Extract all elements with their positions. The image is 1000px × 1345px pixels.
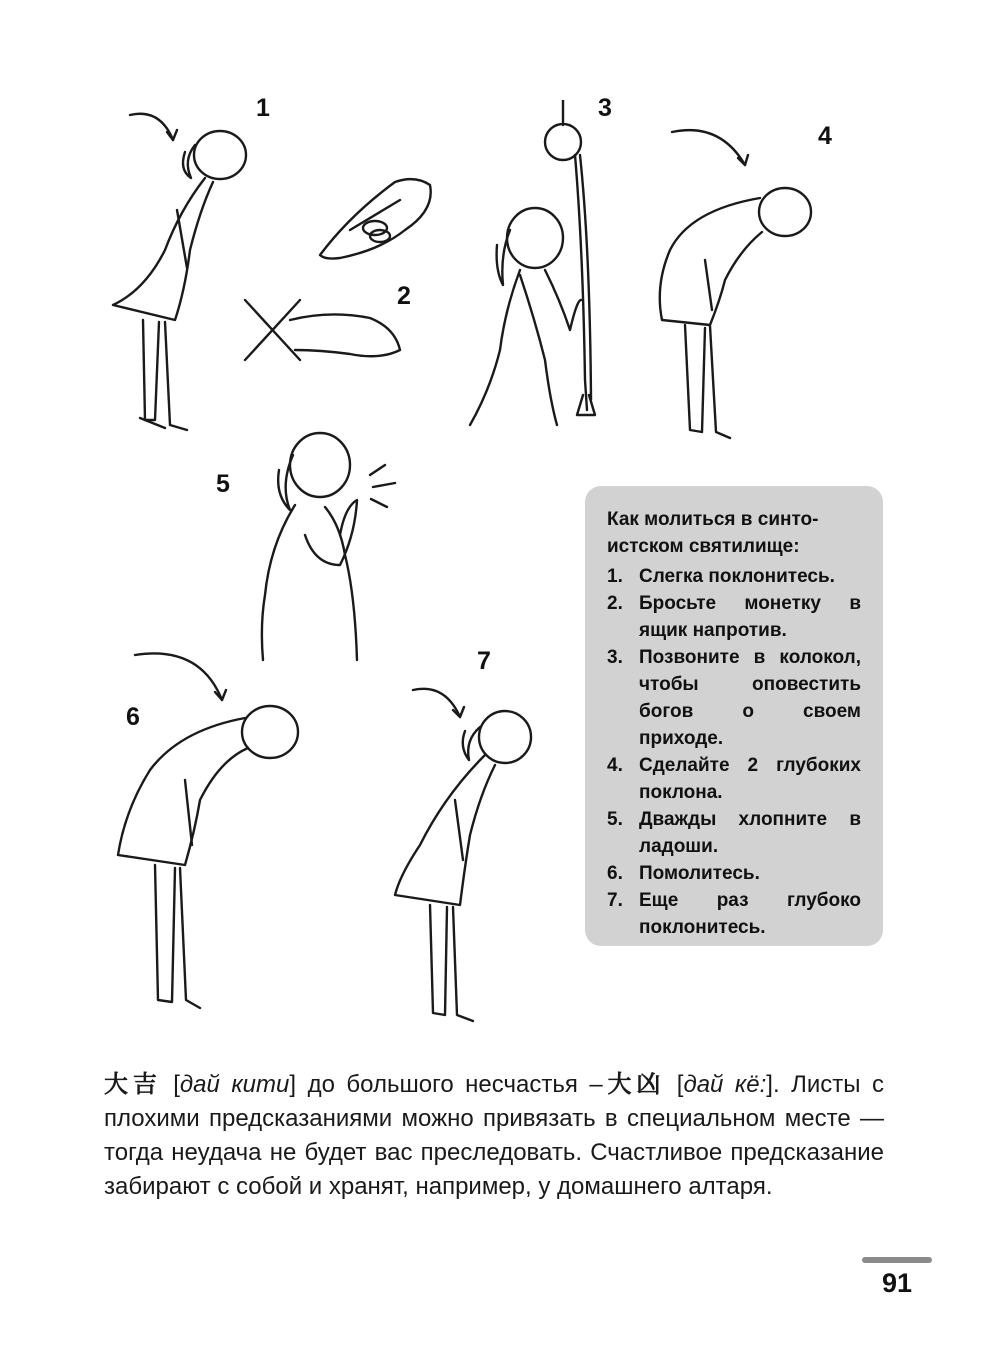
reading-daikichi: дай кити xyxy=(179,1071,290,1098)
clap-lines-icon xyxy=(370,465,395,507)
figure-number-3: 3 xyxy=(598,94,612,122)
body-text-rest: . Листы с плохими предсказаниями можно привязать в специальном месте — тогда неудача не будет вас преследовать. Счастливое предсказание забирают с собой и хранят, например, у домашнего алтаря. xyxy=(104,1071,885,1200)
figure-number-2: 2 xyxy=(397,282,411,310)
step-number: 1. xyxy=(607,566,623,587)
body-text-middle: до большого несчастья – xyxy=(307,1071,603,1098)
kanji-daikichi: 大吉 xyxy=(104,1071,162,1098)
figure-number-1: 1 xyxy=(256,94,270,122)
instructions-box xyxy=(585,486,883,946)
step-text: Еще раз глубоко поклонитесь. xyxy=(639,890,861,938)
step-text: Слегка поклонитесь. xyxy=(639,566,835,587)
step-text: Сделайте 2 глубоких поклона. xyxy=(639,755,861,803)
instructions-title: Как молиться в синто-истском святилище: xyxy=(607,509,819,557)
list-item xyxy=(607,887,861,941)
bow-arrow-icon xyxy=(135,653,222,700)
figure-clap-hands xyxy=(245,415,415,665)
body-paragraph: 大吉 [дай кити] до большого несчастья –大凶 [дай кё:]. Листы с плохими предсказаниями можно привязать в специальном месте — тогда неудача не будет вас преследовать. Счастливое предсказание забирают с собой и хранят, например, у домашнего алтаря. xyxy=(104,1071,885,1200)
step-text: Дважды хлопните в ладоши. xyxy=(639,809,861,857)
figure-ring-bell xyxy=(465,100,615,440)
figure-number-7: 7 xyxy=(477,647,491,675)
step-number: 2. xyxy=(607,593,623,614)
figure-deep-bow xyxy=(650,120,830,440)
figure-number-4: 4 xyxy=(818,122,832,150)
list-item xyxy=(607,806,861,860)
figure-coin-offering xyxy=(230,170,450,370)
list-item xyxy=(607,644,861,752)
kanji-daikyo: 大凶 xyxy=(602,1071,666,1098)
step-text: Позвоните в колокол, чтобы оповестить богов о своем приходе. xyxy=(639,647,861,749)
bow-arrow-icon xyxy=(413,689,460,717)
page-number-bar xyxy=(862,1257,932,1263)
bow-arrow-icon xyxy=(672,130,745,165)
figure-final-bow xyxy=(385,675,565,1025)
list-item xyxy=(607,860,861,887)
list-item xyxy=(607,752,861,806)
step-number: 7. xyxy=(607,890,623,911)
bow-arrow-icon xyxy=(130,114,173,140)
step-number: 3. xyxy=(607,647,623,668)
reading-daikyo: дай кё: xyxy=(683,1071,767,1098)
step-number: 6. xyxy=(607,863,623,884)
list-item xyxy=(607,563,861,590)
step-number: 5. xyxy=(607,809,623,830)
step-text: Бросьте монетку в ящик напротив. xyxy=(639,593,861,641)
figure-number-5: 5 xyxy=(216,470,230,498)
step-text: Помолитесь. xyxy=(639,863,760,884)
figure-pray-bow xyxy=(100,640,320,1020)
step-number: 4. xyxy=(607,755,623,776)
instructions-list xyxy=(607,563,861,941)
list-item xyxy=(607,590,861,644)
figure-number-6: 6 xyxy=(126,703,140,731)
page-number: 91 xyxy=(881,1268,912,1298)
